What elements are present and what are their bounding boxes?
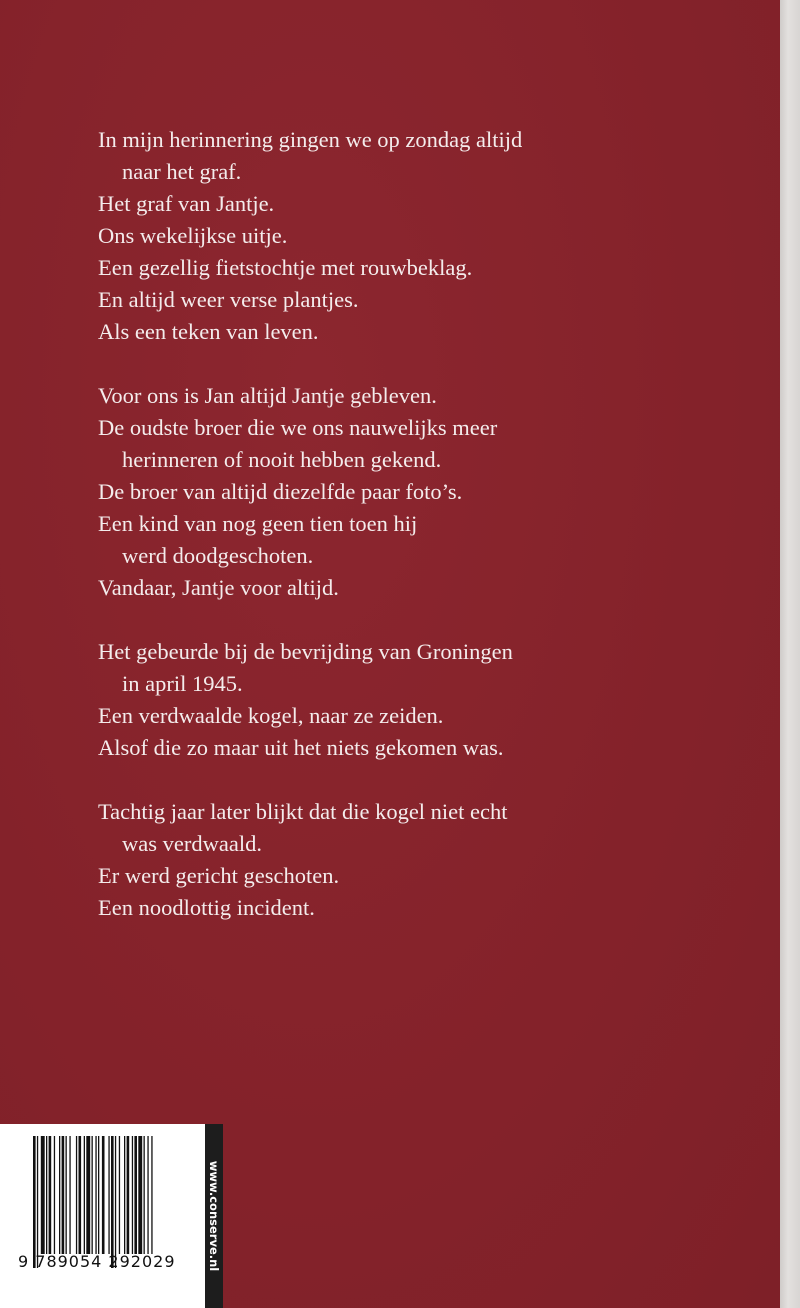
text-line: herinneren of nooit hebben gekend. [122, 447, 442, 472]
barcode-bar [62, 1136, 65, 1254]
barcode-bar [69, 1136, 70, 1254]
text-line: Het graf van Jantje. [98, 191, 275, 216]
barcode-bar [84, 1136, 85, 1254]
paragraph [98, 636, 698, 764]
text-line: was verdwaald. [122, 831, 262, 856]
publisher-strip [205, 1124, 223, 1308]
barcode-bar [147, 1136, 148, 1254]
page-edge [780, 0, 800, 1308]
text-line: Alsof die zo maar uit het niets gekomen was. [98, 735, 504, 760]
barcode-bar [115, 1136, 116, 1268]
barcode-bar [138, 1136, 142, 1254]
barcode-bar [95, 1136, 96, 1254]
barcode-bar [98, 1136, 99, 1254]
text-line: Een kind van nog geen tien toen hij [98, 511, 418, 536]
text-line: in april 1945. [122, 671, 243, 696]
blurb-text [98, 124, 698, 956]
barcode-bar [108, 1136, 109, 1254]
text-line: werd doodgeschoten. [122, 543, 314, 568]
barcode [0, 1124, 205, 1308]
barcode-bars [33, 1136, 193, 1268]
barcode-bar [134, 1136, 137, 1254]
barcode-bar [124, 1136, 125, 1254]
text-line: Tachtig jaar later blijkt dat die kogel niet echt [98, 799, 508, 824]
text-line: naar het graf. [122, 159, 242, 184]
text-line: Een gezellig fietstochtje met rouwbeklag. [98, 255, 473, 280]
text-line: Als een teken van leven. [98, 319, 319, 344]
barcode-bar [92, 1136, 93, 1254]
paragraph [98, 380, 698, 604]
text-line: De oudste broer die we ons nauwelijks meer [98, 415, 498, 440]
barcode-bar [102, 1136, 105, 1254]
barcode-bar [54, 1136, 55, 1254]
text-line: En altijd weer verse plantjes. [98, 287, 359, 312]
isbn-number: 9 789054 292029 [18, 1252, 176, 1271]
barcode-bar [86, 1136, 90, 1254]
barcode-bar [66, 1136, 67, 1254]
barcode-bar [79, 1136, 82, 1254]
text-line: Voor ons is Jan altijd Jantje gebleven. [98, 383, 437, 408]
publisher-url: www.conserve.nl [207, 1160, 221, 1272]
text-line: Ons wekelijkse uitje. [98, 223, 288, 248]
text-line: Het gebeurde bij de bevrijding van Groningen [98, 639, 513, 664]
barcode-bar [151, 1136, 152, 1254]
barcode-bar [49, 1136, 52, 1254]
barcode-bar [37, 1136, 38, 1268]
barcode-bar [33, 1136, 36, 1268]
text-line: Er werd gericht geschoten. [98, 863, 340, 888]
barcode-bar [111, 1136, 114, 1268]
barcode-bar [132, 1136, 133, 1254]
text-line: De broer van altijd diezelfde paar foto’s. [98, 479, 463, 504]
barcode-bar [144, 1136, 145, 1254]
paragraph [98, 124, 698, 348]
barcode-bar [41, 1136, 45, 1254]
paragraph [98, 796, 698, 924]
text-line: Vandaar, Jantje voor altijd. [98, 575, 339, 600]
barcode-bar [76, 1136, 77, 1254]
text-line: Een verdwaalde kogel, naar ze zeiden. [98, 703, 444, 728]
barcode-bar [59, 1136, 60, 1254]
barcode-bar [46, 1136, 47, 1254]
text-line: Een noodlottig incident. [98, 895, 315, 920]
barcode-bar [127, 1136, 130, 1254]
text-line: In mijn herinnering gingen we op zondag altijd [98, 127, 523, 152]
barcode-bar [119, 1136, 120, 1254]
